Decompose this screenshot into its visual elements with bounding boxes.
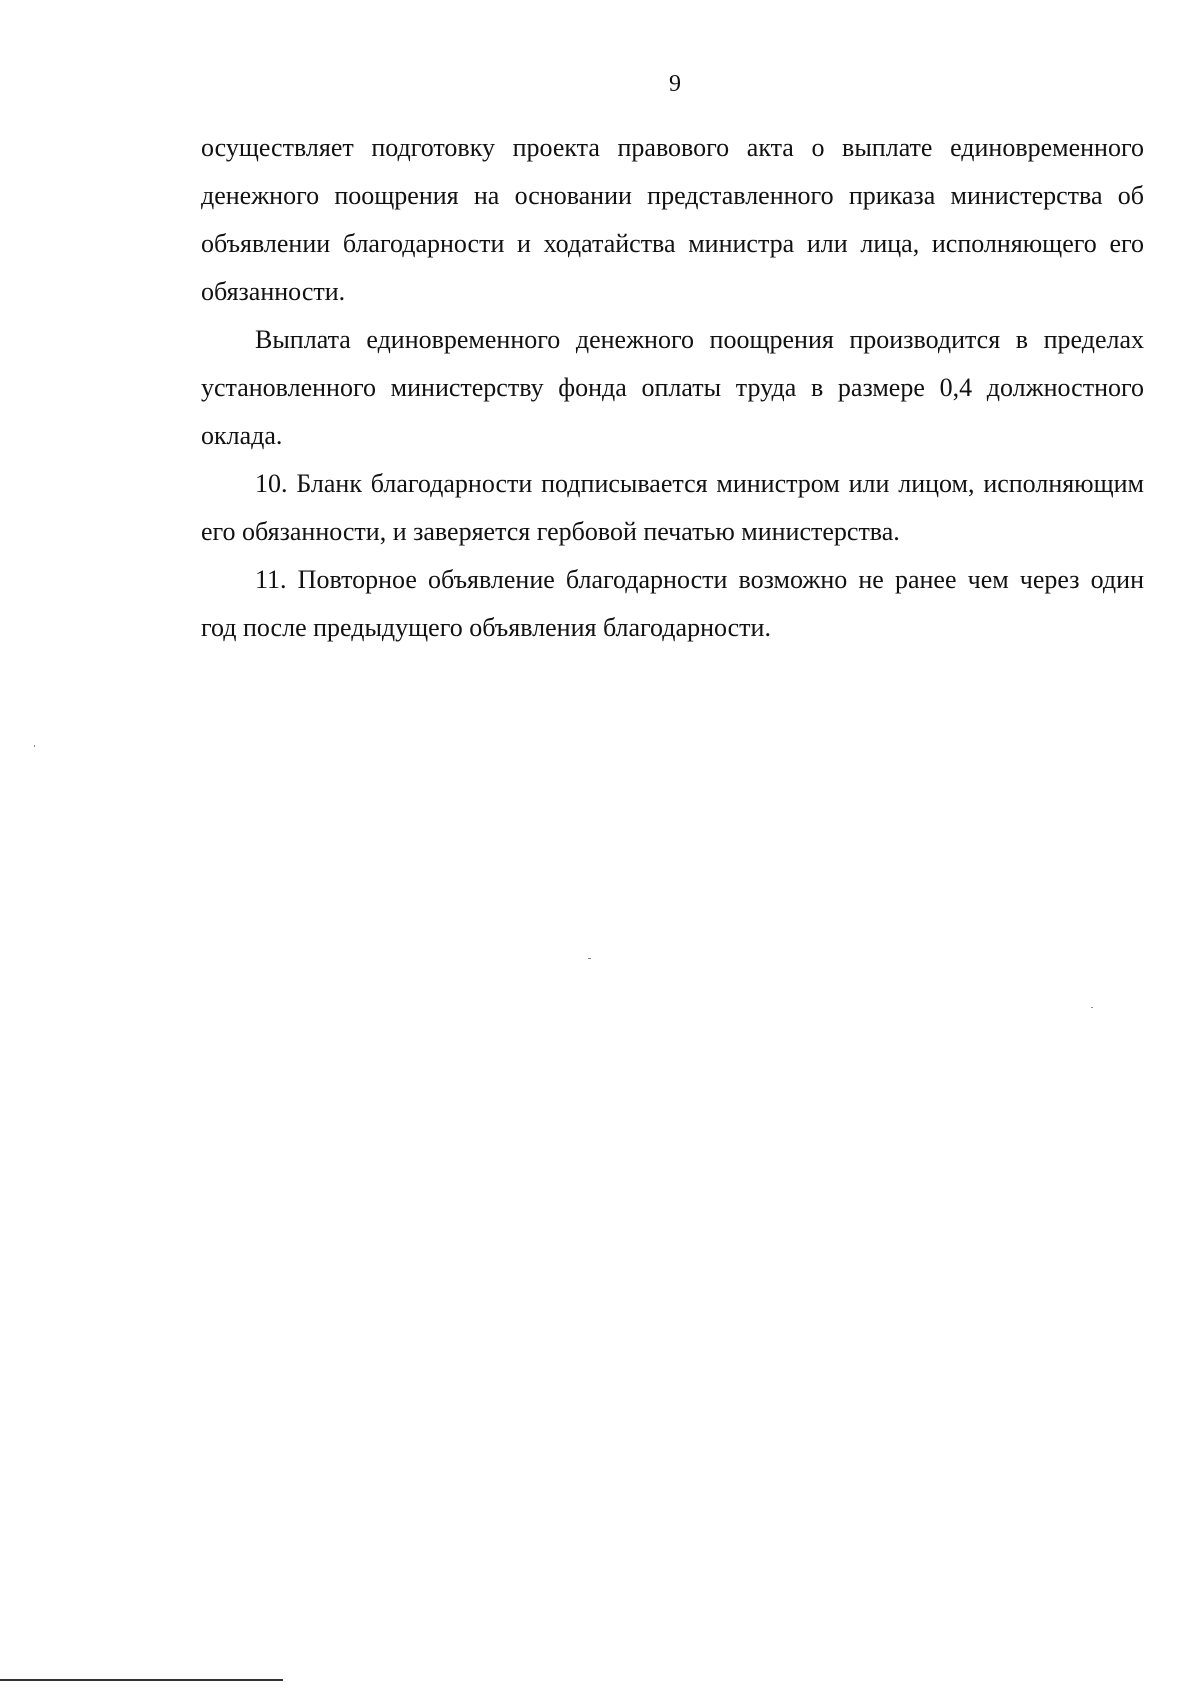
scan-mark-center: [588, 958, 591, 959]
scan-mark-right: [1091, 1007, 1093, 1008]
document-body: [201, 124, 1144, 652]
scan-mark-left: [34, 745, 35, 747]
paragraph-continuation: осуществляет подготовку проекта правового акта о выплате единовременного денежного поощрения на основании представленного приказа министерства об объявлении благодарности и ходатайства министра или лица, исполняющего его обязанности.: [201, 133, 1144, 306]
paragraph-payment: Выплата единовременного денежного поощрения производится в пределах установленного министерству фонда оплаты труда в размере 0,4 должностного оклада.: [201, 325, 1144, 450]
page-number: 9: [669, 71, 681, 97]
paragraph-item-10: 10. Бланк благодарности подписывается министром или лицом, исполняющим его обязанности, и заверяется гербовой печатью министерства.: [201, 469, 1144, 546]
footer-rule: [0, 1679, 283, 1681]
paragraph-item-11: 11. Повторное объявление благодарности возможно не ранее чем через один год после предыдущего объявления благодарности.: [201, 565, 1144, 642]
